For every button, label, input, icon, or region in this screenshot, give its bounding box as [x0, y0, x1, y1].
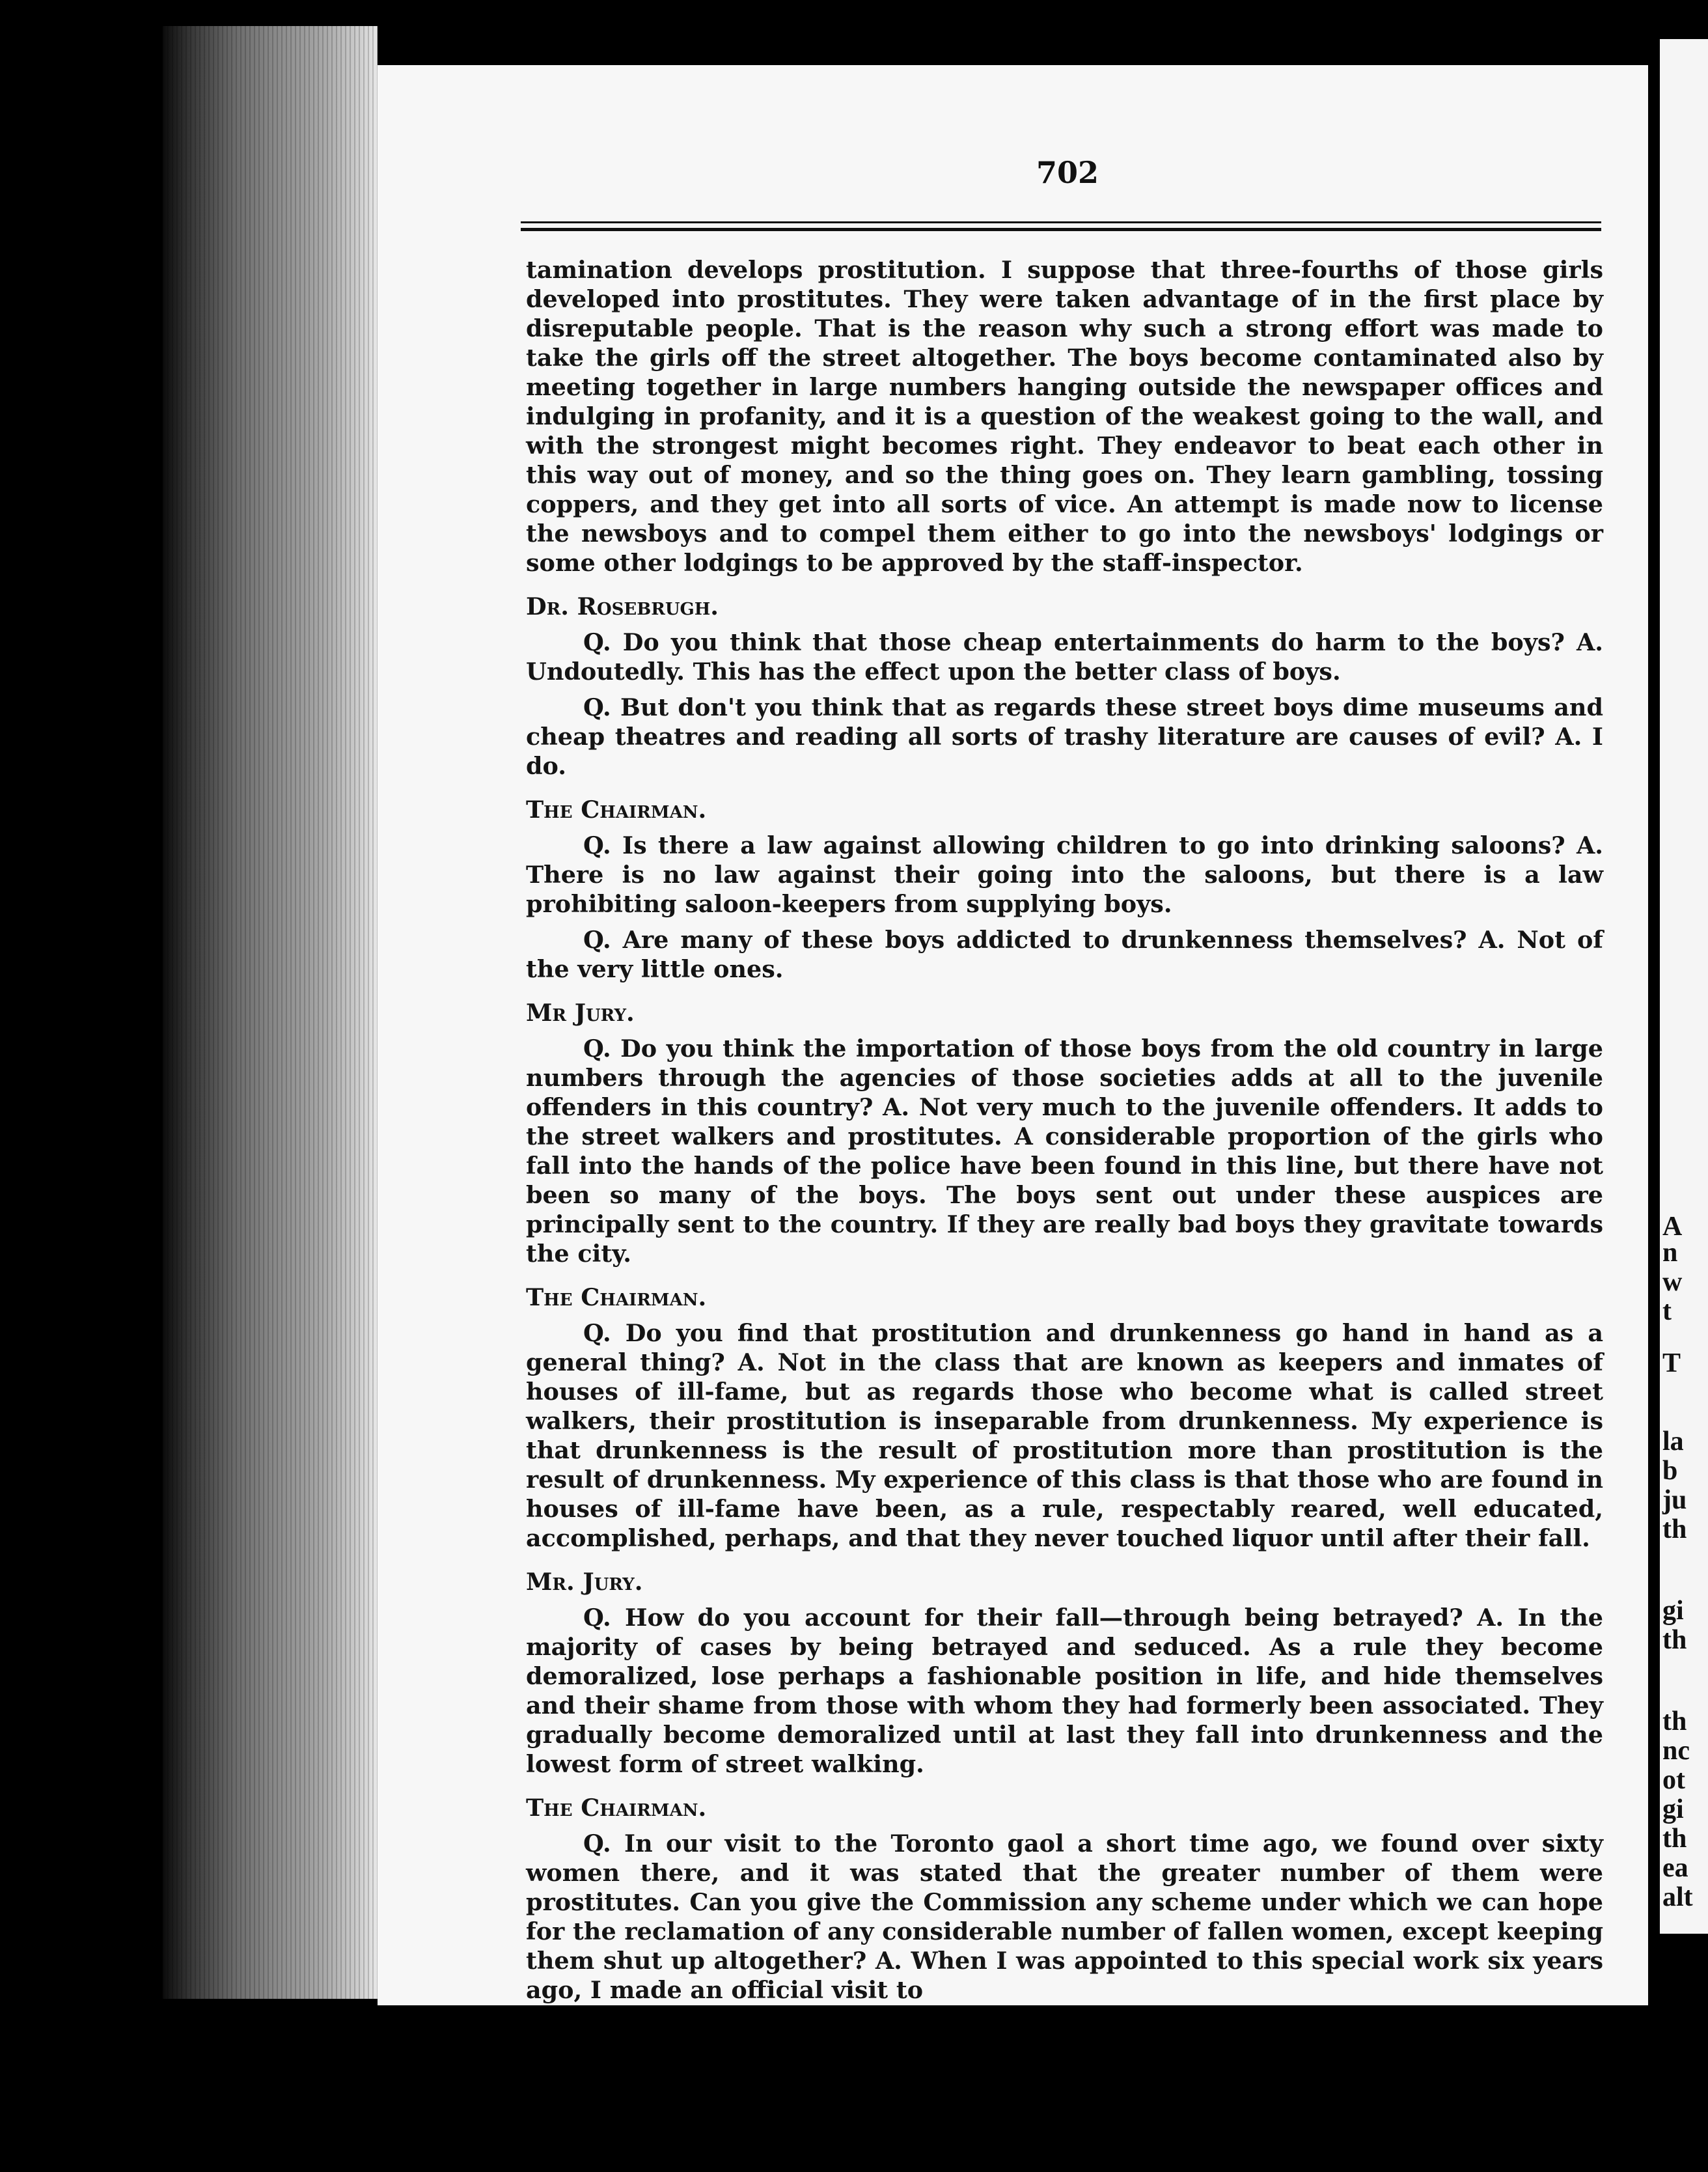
question-paragraph: Q. Do you think that those cheap entertainments do harm to the boys? A. Undoutedly. This has the effect upon the better class of boys. [526, 628, 1603, 686]
next-page-fragment: n [1662, 1238, 1678, 1268]
speaker-label: Dr. Rosebrugh. [526, 592, 719, 620]
question-paragraph: Q. Do you find that prostitution and drunkenness go hand in hand as a general thing? A. Not in the class that are known as keepers and inmates of houses of ill-fame, but as regards those who become what is called street walkers, their prostitution is inseparable from drunkenness. My experience is that drunkenness is the result of prostitution more than prostitution is the result of drunkenness. My experience of this class is that those who are found in houses of ill-fame have been, as a rule, respectably reared, well educated, accomplished, perhaps, and that they never touched liquor until after their fall. [526, 1319, 1603, 1552]
next-page-fragment: la [1662, 1427, 1684, 1456]
next-page-fragment: A [1662, 1212, 1683, 1242]
next-page-edge [1660, 39, 1708, 1934]
next-page-fragment: T [1662, 1348, 1681, 1378]
next-page-fragment: nc [1662, 1736, 1690, 1766]
speaker-label: Mr Jury. [526, 999, 635, 1027]
page-number: 702 [1036, 155, 1099, 190]
next-page-fragment: ot [1662, 1765, 1685, 1795]
testimony-text [526, 255, 1603, 2005]
speaker-label: Mr. Jury. [526, 1568, 643, 1596]
question-paragraph: Q. But don't you think that as regards these street boys dime museums and cheap theatres and reading all sorts of trashy literature are causes of evil? A. I do. [526, 693, 1603, 780]
next-page-fragment: th [1662, 1706, 1687, 1736]
next-page-fragment: t [1662, 1296, 1672, 1326]
next-page-fragment: gi [1662, 1794, 1684, 1824]
speaker-label: The Chairman. [526, 1794, 707, 1822]
question-paragraph: Q. In our visit to the Toronto gaol a short time ago, we found over sixty women there, and it was stated that the greater number of them were prostitutes. Can you give the Commission any scheme under which we can hope for the reclamation of any considerable number of fallen women, except keeping them shut up altogether? A. When I was appointed to this special work six years ago, I made an official visit to [526, 1830, 1603, 2004]
continuation-paragraph: tamination develops prostitution. I suppose that three-fourths of those girls developed into prostitutes. They were taken advantage of in the first place by disreputable people. That is the reason why such a strong effort was made to take the girls off the street altogether. The boys become contaminated also by meeting together in large numbers hanging outside the newspaper offices and indulging in profanity, and it is a question of the weakest going to the wall, and with the strongest might becomes right. They endeavor to beat each other in this way out of money, and so the thing goes on. They learn gambling, tossing coppers, and they get into all sorts of vice. An attempt is made now to license the newsboys and to compel them either to go into the newsboys' lodgings or some other lodgings to be approved by the staff-inspector. [526, 256, 1603, 577]
question-paragraph: Q. How do you account for their fall—through being betrayed? A. In the majority of cases by being betrayed and seduced. As a rule they become demoralized, lose perhaps a fashionable position in life, and hide themselves and their shame from those with whom they had formerly been associated. They gradually become demoralized until at last they fall into drunkenness and the lowest form of street walking. [526, 1604, 1603, 1778]
next-page-fragment: th [1662, 1625, 1687, 1655]
next-page-fragment: ea [1662, 1853, 1688, 1883]
book-spine [163, 26, 378, 1999]
next-page-fragment: gi [1662, 1596, 1684, 1626]
next-page-fragment: th [1662, 1514, 1687, 1544]
speaker-label: The Chairman. [526, 796, 707, 824]
question-paragraph: Q. Are many of these boys addicted to drunkenness themselves? A. Not of the very little ones. [526, 926, 1603, 983]
question-paragraph: Q. Is there a law against allowing children to go into drinking saloons? A. There is no law against their going into the saloons, but there is a law prohibiting saloon-keepers from supplying boys. [526, 831, 1603, 918]
next-page-fragment: w [1662, 1267, 1683, 1297]
speaker-label: The Chairman. [526, 1283, 707, 1311]
header-rule [521, 221, 1601, 223]
header-rule-thick [521, 228, 1601, 231]
question-paragraph: Q. Do you think the importation of those boys from the old country in large numbers through the agencies of those societies adds at all to the juvenile offenders in this country? A. Not very much to the juvenile offenders. It adds to the street walkers and prostitutes. A considerable proportion of the girls who fall into the hands of the police have been found in this line, but there have not been so many of the boys. The boys sent out under these auspices are principally sent to the country. If they are really bad boys they gravitate towards the city. [526, 1035, 1603, 1268]
next-page-fragment: ju [1662, 1485, 1687, 1515]
next-page-fragment: alt [1662, 1882, 1693, 1912]
next-page-fragment: th [1662, 1824, 1687, 1854]
next-page-fragment: b [1662, 1456, 1678, 1486]
